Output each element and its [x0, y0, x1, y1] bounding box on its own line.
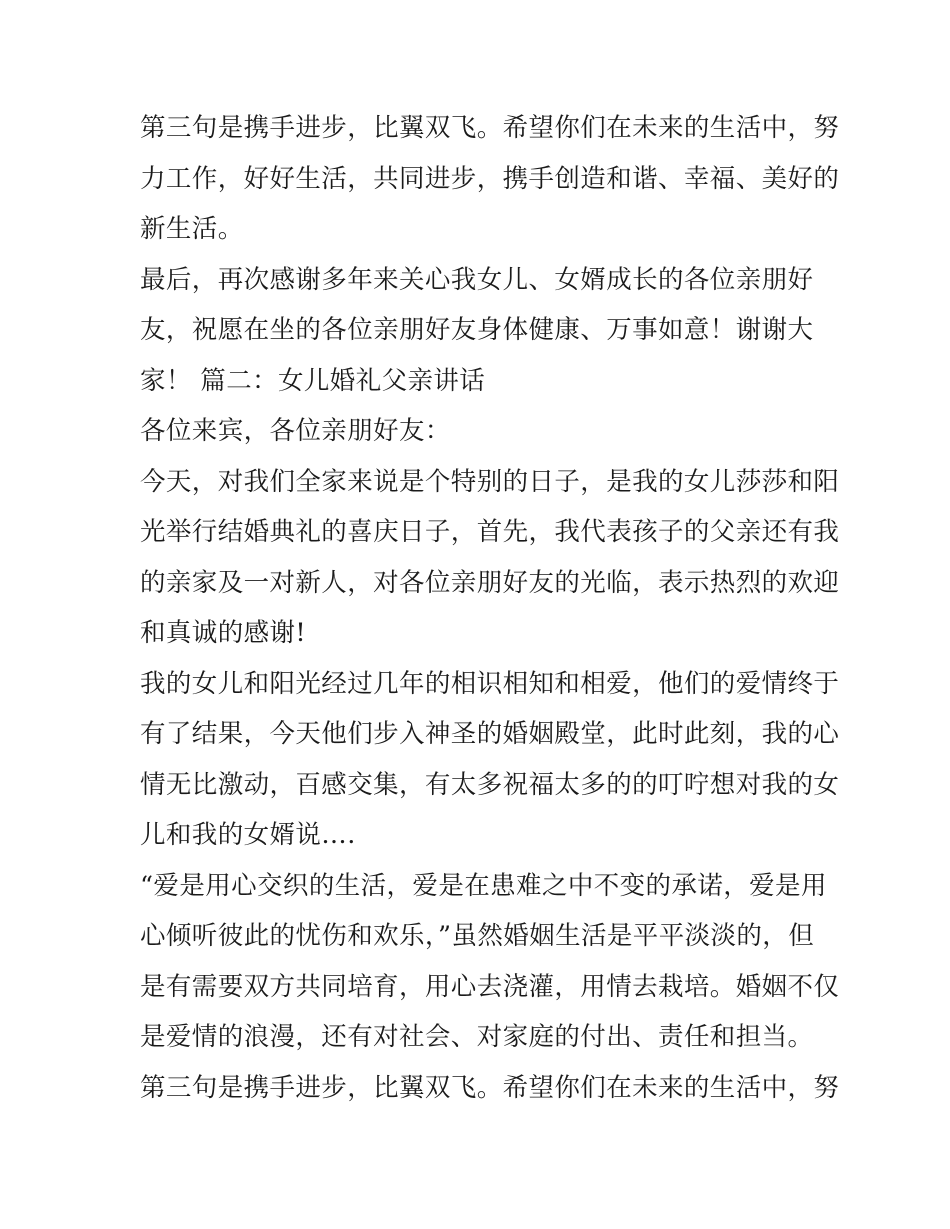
- text-line: 我的女儿和阳光经过几年的相识相知和相爱，他们的爱情终于: [140, 668, 840, 699]
- text-line: 第三句是携手进步，比翼双飞。希望你们在未来的生活中，努: [140, 1072, 840, 1103]
- text-line: 家！ 篇二：女儿婚礼父亲讲话: [140, 365, 486, 396]
- document-body: [140, 103, 840, 1113]
- text-line: 和真诚的感谢!: [140, 618, 307, 648]
- text-line: 最后，再次感谢多年来关心我女儿、女婿成长的各位亲朋好: [140, 264, 814, 295]
- text-line: 今天，对我们全家来说是个特别的日子，是我的女儿莎莎和阳: [140, 466, 840, 497]
- text-line: 有了结果，今天他们步入神圣的婚姻殿堂，此时此刻，我的心: [140, 719, 840, 749]
- text-line: 光举行结婚典礼的喜庆日子，首先，我代表孩子的父亲还有我: [140, 517, 840, 547]
- text-line: 心倾听彼此的忧伤和欢乐，”虽然婚姻生活是平平淡淡的，但: [140, 921, 815, 951]
- text-line: 是爱情的浪漫，还有对社会、对家庭的付出、责任和担当。: [140, 1022, 814, 1052]
- text-line: 的亲家及一对新人，对各位亲朋好友的光临，表示热烈的欢迎: [140, 567, 840, 598]
- text-line: “爱是用心交织的生活，爱是在患难之中不变的承诺，爱是用: [140, 870, 827, 901]
- text-line: 儿和我的女婿说….: [140, 820, 356, 850]
- text-line: 新生活。: [140, 214, 244, 244]
- text-line: 是有需要双方共同培育，用心去浇灌，用情去栽培。婚姻不仅: [140, 971, 840, 1002]
- text-line: 情无比激动，百感交集，有太多祝福太多的的叮咛想对我的女: [140, 769, 840, 800]
- text-line: 友，祝愿在坐的各位亲朋好友身体健康、万事如意！谢谢大: [140, 315, 814, 345]
- text-line: 各位来宾，各位亲朋好友：: [140, 416, 451, 446]
- text-line: 力工作，好好生活，共同进步，携手创造和谐、幸福、美好的: [140, 163, 840, 194]
- text-line: 第三句是携手进步，比翼双飞。希望你们在未来的生活中，努: [140, 113, 840, 143]
